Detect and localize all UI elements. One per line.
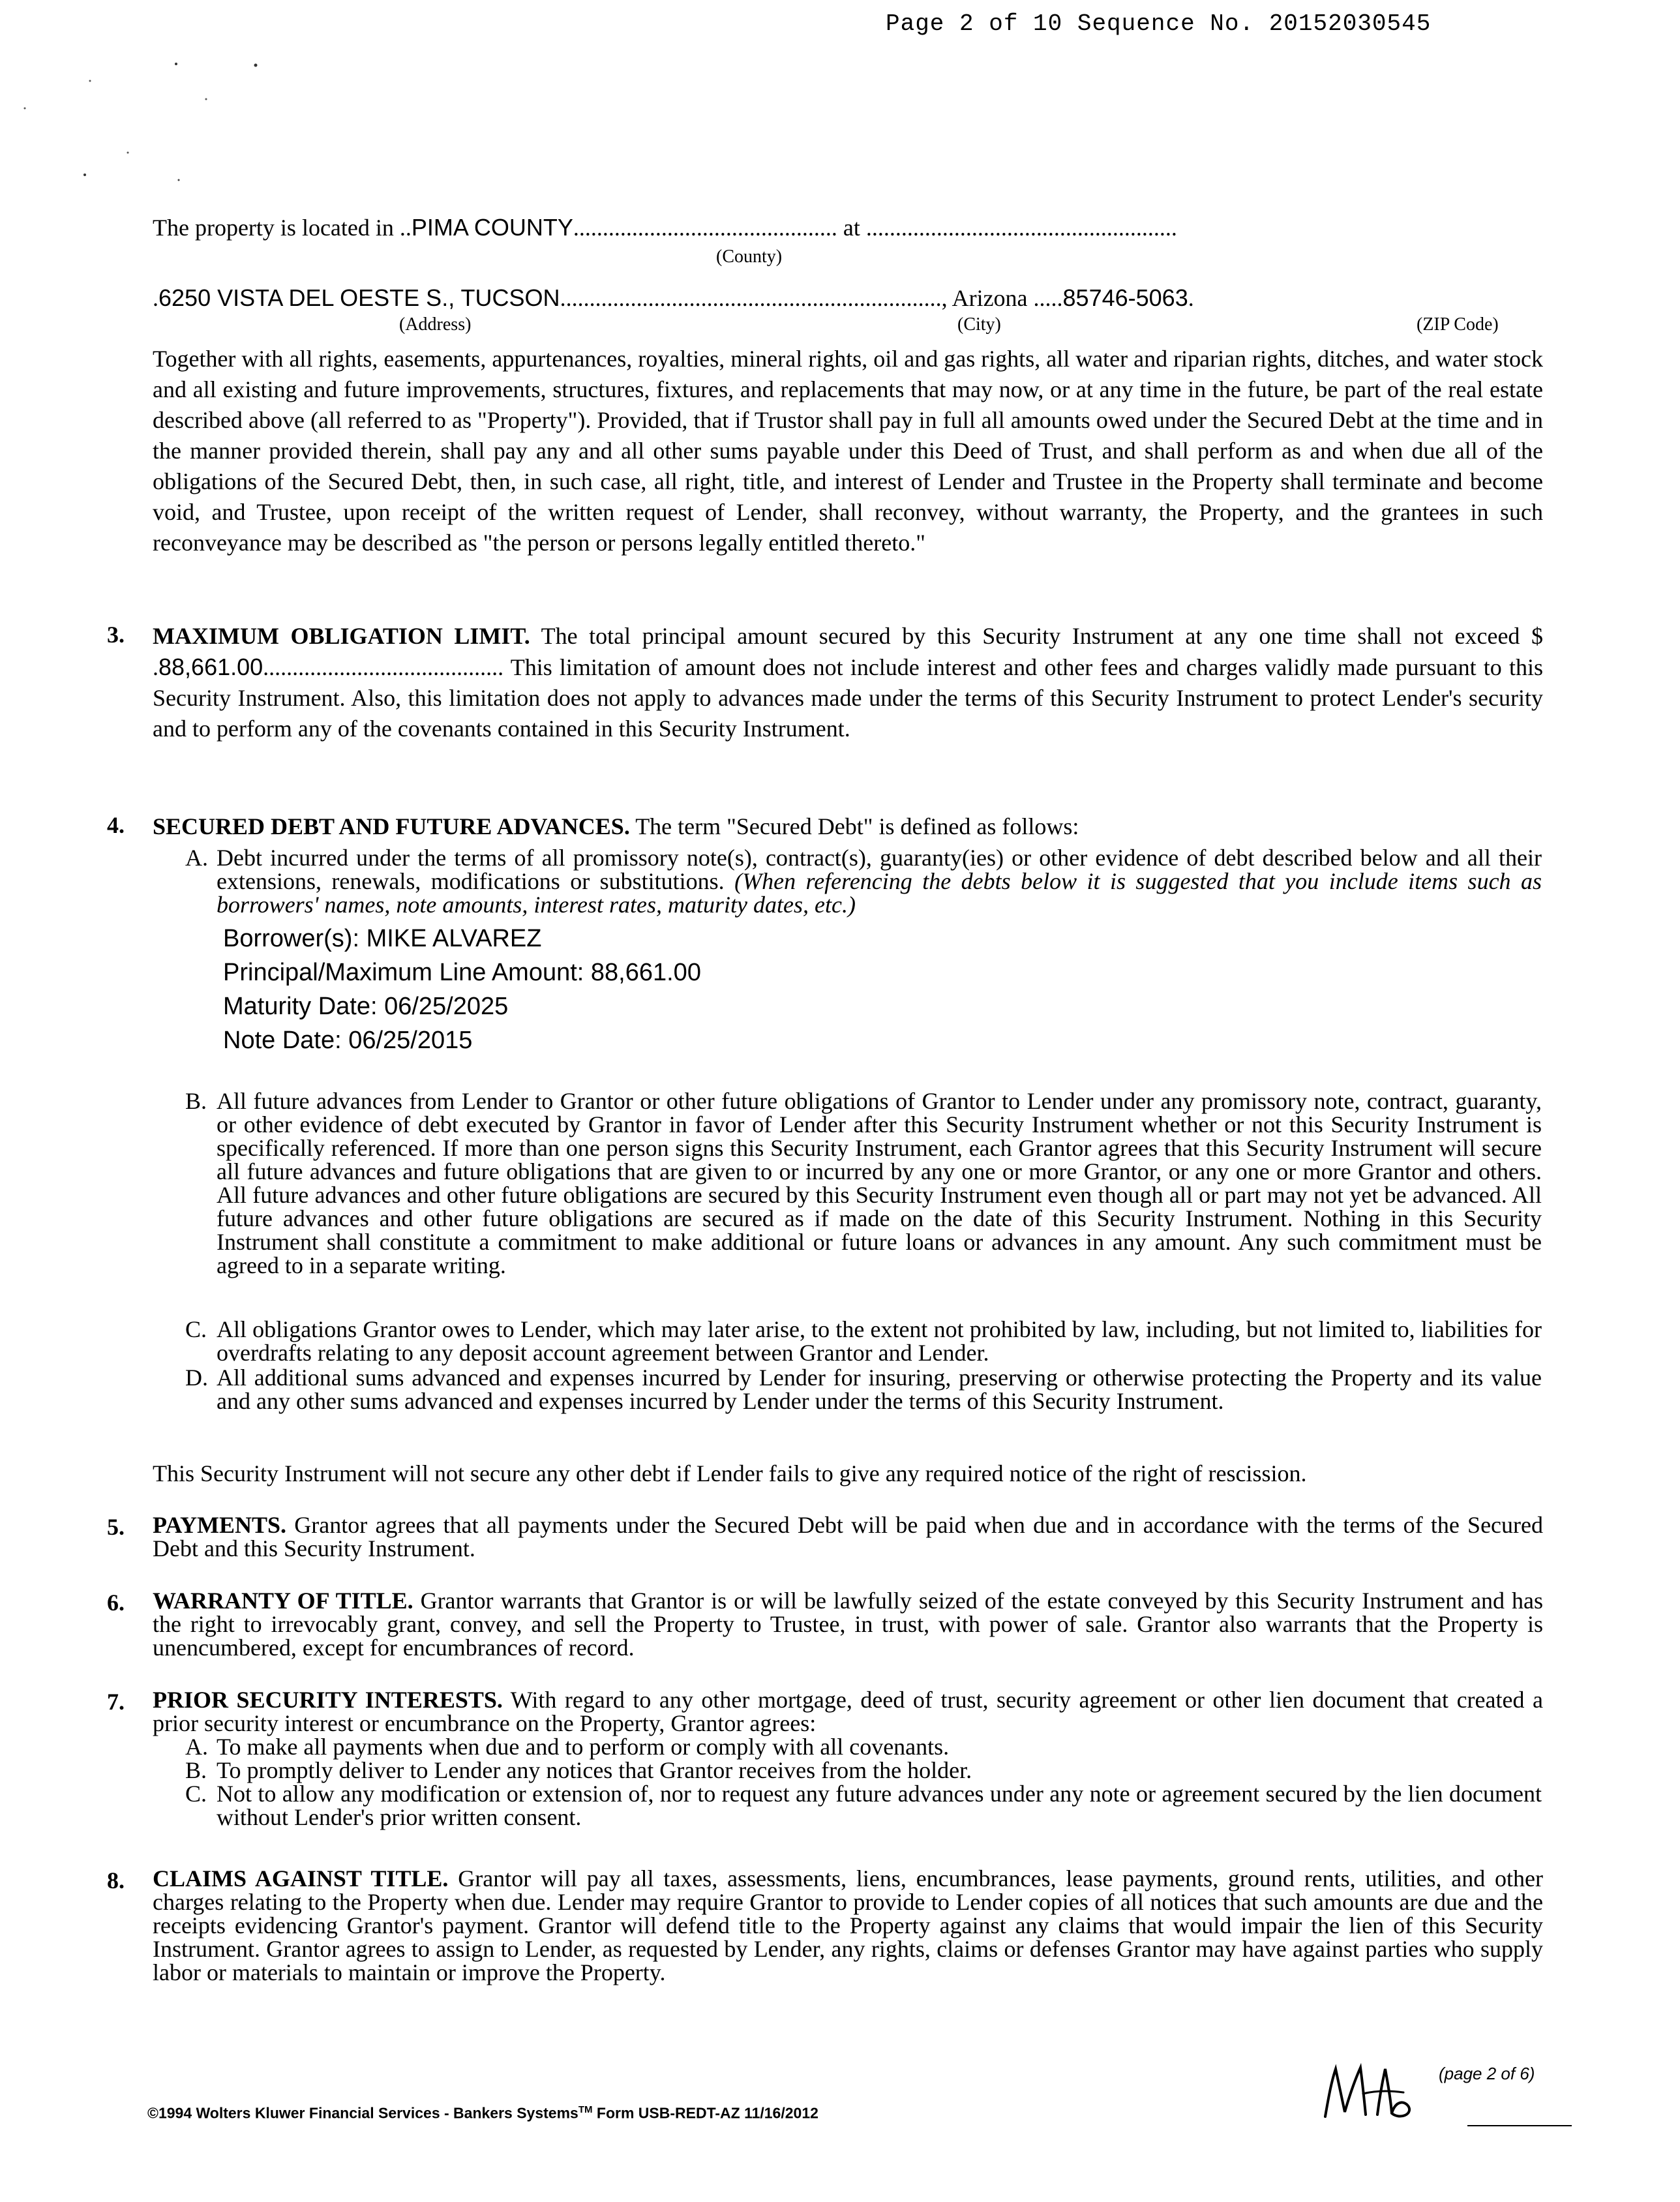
initials-signature xyxy=(1317,2055,1435,2126)
property-location-line xyxy=(153,212,1543,243)
section-5-number: 5. xyxy=(107,1514,125,1540)
section-4-item-b: B. All future advances from Lender to Grantor or other future obligations of Grantor to Lender under any promissory note, contract, guaranty, or other evidence of debt executed by Grantor in favor of Lender after this Security Instrument whether or not this Security Instrument is specifically referenced. If more than one person signs this Security Instrument, each Grantor agrees that this Security Instrument will secure all future advances and future obligations that are given to or incurred by any one or more Grantor, or any one or more Grantor and others. All future advances and other future obligations are secured by this Security Instrument even though all or part may not yet be advanced. All future advances and other future obligations are secured as if made on the date of this Security Instrument. Nothing in this Security Instrument shall constitute a commitment to make additional or future loans or advances in any amount. Any such commitment must be agreed to in a separate writing. xyxy=(185,1088,1542,1278)
section-7-item-b: B. To promptly deliver to Lender any notices that Grantor receives from the holder. xyxy=(185,1757,972,1783)
section-6-paragraph: WARRANTY OF TITLE. Grantor warrants that Grantor is or will be lawfully seized of the estate conveyed by this Security Instrument and has the right to irrevocably grant, convey, and sell the Property to Trustee, in trust, with power of sale. Grantor also warrants that the Property is unencumbered, except for encumbrances of record. xyxy=(153,1588,1543,1661)
max-obligation-amount: 88,661.00 xyxy=(158,654,263,680)
address-value: 6250 VISTA DEL OESTE S., TUCSON xyxy=(158,284,560,311)
section-8-paragraph: CLAIMS AGAINST TITLE. Grantor will pay all taxes, assessments, liens, encumbrances, lease payments, ground rents, utilities, and other charges relating to the Property when due. Lender may require Grantor to provide to Lender copies of all notices that such amounts are due and the receipts evidencing Grantor's payment. Grantor will defend title to the Property against any claims that would impair the lien of this Security Instrument. Grantor agrees to assign to Lender, as requested by Lender, any rights, claims or defenses Grantor may have against parties who supply labor or materials to maintain or improve the Property. xyxy=(153,1865,1544,1985)
at-label: at xyxy=(843,215,860,241)
page-sequence-header: Page 2 of 10 Sequence No. 20152030545 xyxy=(886,10,1432,37)
address-caption: (Address) xyxy=(399,314,472,335)
county-caption: (County) xyxy=(716,247,783,267)
section-5-title: PAYMENTS. xyxy=(153,1512,287,1538)
section-6-number: 6. xyxy=(107,1590,125,1616)
section-5-paragraph: PAYMENTS. Grantor agrees that all payments under the Secured Debt will be paid when due and in accordance with the terms of the Secured Debt and this Security Instrument. xyxy=(153,1512,1543,1561)
section-4-number: 4. xyxy=(107,812,125,838)
county-value: PIMA COUNTY xyxy=(411,214,573,241)
section-8-number: 8. xyxy=(107,1867,125,1893)
section-7-item-a: A. To make all payments when due and to perform or comply with all covenants. xyxy=(185,1734,950,1760)
page-of-label: (page 2 of 6) xyxy=(1439,2064,1535,2083)
county-dots: ............................................. xyxy=(573,215,837,241)
at-dots: ..................................................... xyxy=(865,215,1177,241)
scan-specks xyxy=(0,0,261,209)
section-3-number: 3. xyxy=(107,622,125,648)
borrower-line: Borrower(s): MIKE ALVAREZ xyxy=(223,925,542,952)
section-4-heading: SECURED DEBT AND FUTURE ADVANCES. The term "Secured Debt" is defined as follows: xyxy=(153,813,1079,839)
section-7-title: PRIOR SECURITY INTERESTS. xyxy=(153,1687,503,1713)
zip-caption: (ZIP Code) xyxy=(1417,314,1499,335)
section-7-paragraph: PRIOR SECURITY INTERESTS. With regard to any other mortgage, deed of trust, security agreement or other lien document that created a prior security interest or encumbrance on the Property, Grantor agrees: xyxy=(153,1687,1543,1736)
section-4-item-c: C. All obligations Grantor owes to Lender, which may later arise, to the extent not prohibited by law, including, but not limited to, liabilities for overdrafts relating to any deposit account agreement between Grantor and Lender. xyxy=(185,1316,1542,1366)
rescission-paragraph: This Security Instrument will not secure any other debt if Lender fails to give any required notice of the right of rescission. xyxy=(153,1460,1307,1486)
section-3-title: MAXIMUM OBLIGATION LIMIT. xyxy=(153,623,530,649)
state-label: , Arizona ..... xyxy=(941,285,1063,311)
copyright-footer: ©1994 Wolters Kluwer Financial Services - Bankers Systems™ Form USB-REDT-AZ 11/16/2012 xyxy=(147,2104,818,2122)
section-4-item-d: D. All additional sums advanced and expenses incurred by Lender for insuring, preserving or otherwise protecting the Property and its value and any other sums advanced and expenses incurred by Lender under the terms of this Security Instrument. xyxy=(185,1365,1542,1414)
city-caption: (City) xyxy=(957,314,1001,335)
section-4-title: SECURED DEBT AND FUTURE ADVANCES. xyxy=(153,813,630,839)
section-7-item-c: C. Not to allow any modification or extension of, nor to request any future advances under any note or agreement secured by the lien document without Lender's prior written consent. xyxy=(185,1781,1542,1830)
section-4-item-a: A. Debt incurred under the terms of all promissory note(s), contract(s), guaranty(ies) or other evidence of debt described below and all their extensions, renewals, modifications or substitutions. (When referencing the debts below it is suggested that you include items such as borrowers' names, note amounts, interest rates, maturity dates, etc.) xyxy=(185,845,1542,918)
section-8-title: CLAIMS AGAINST TITLE. xyxy=(153,1865,449,1892)
property-together-paragraph: Together with all rights, easements, appurtenances, royalties, mineral rights, oil and gas rights, all water and riparian rights, ditches, and water stock and all existing and future improvements, structures, fixtures, and replacements that may now, or at any time in the future, be part of the real estate described above (all referred to as "Property"). Provided, that if Trustor shall pay in full all amounts owed under the Secured Debt at the time and in the manner provided therein, shall pay any and all other sums payable under this Deed of Trust, and shall perform as and when due all of the obligations of the Secured Debt, then, in such case, all right, title, and interest of Lender and Trustee in the Property shall terminate and become void, and Trustee, upon receipt of the written request of Lender, shall reconvey, without warranty, the Property, and the grantees in such reconveyance may be described as "the person or persons legally entitled thereto." xyxy=(153,346,1543,556)
principal-line: Principal/Maximum Line Amount: 88,661.00 xyxy=(223,959,701,986)
note-date-line: Note Date: 06/25/2015 xyxy=(223,1027,473,1054)
section-7-number: 7. xyxy=(107,1689,125,1715)
address-dots: ................................................................. xyxy=(560,285,942,311)
property-prefix: The property is located in .. xyxy=(153,215,412,241)
section-3-paragraph: MAXIMUM OBLIGATION LIMIT. The total principal amount secured by this Security Instrument at any one time shall not exceed $ .88,661.00......................................... This limitation of amount does not include interest and other fees and charges validly made pursuant to this Security Instrument. Also, this limitation does not apply to advances made under the terms of this Security Instrument to protect Lender's security and to perform any of the covenants contained in this Security Instrument. xyxy=(153,623,1543,742)
signature-line xyxy=(1467,2125,1572,2126)
property-address-line: .6250 VISTA DEL OESTE S., TUCSON................................................................., Arizona .....85746-5063. xyxy=(153,284,1194,311)
maturity-date-line: Maturity Date: 06/25/2025 xyxy=(223,993,509,1020)
zip-value: 85746-5063 xyxy=(1062,284,1188,311)
section-6-title: WARRANTY OF TITLE. xyxy=(153,1588,413,1614)
